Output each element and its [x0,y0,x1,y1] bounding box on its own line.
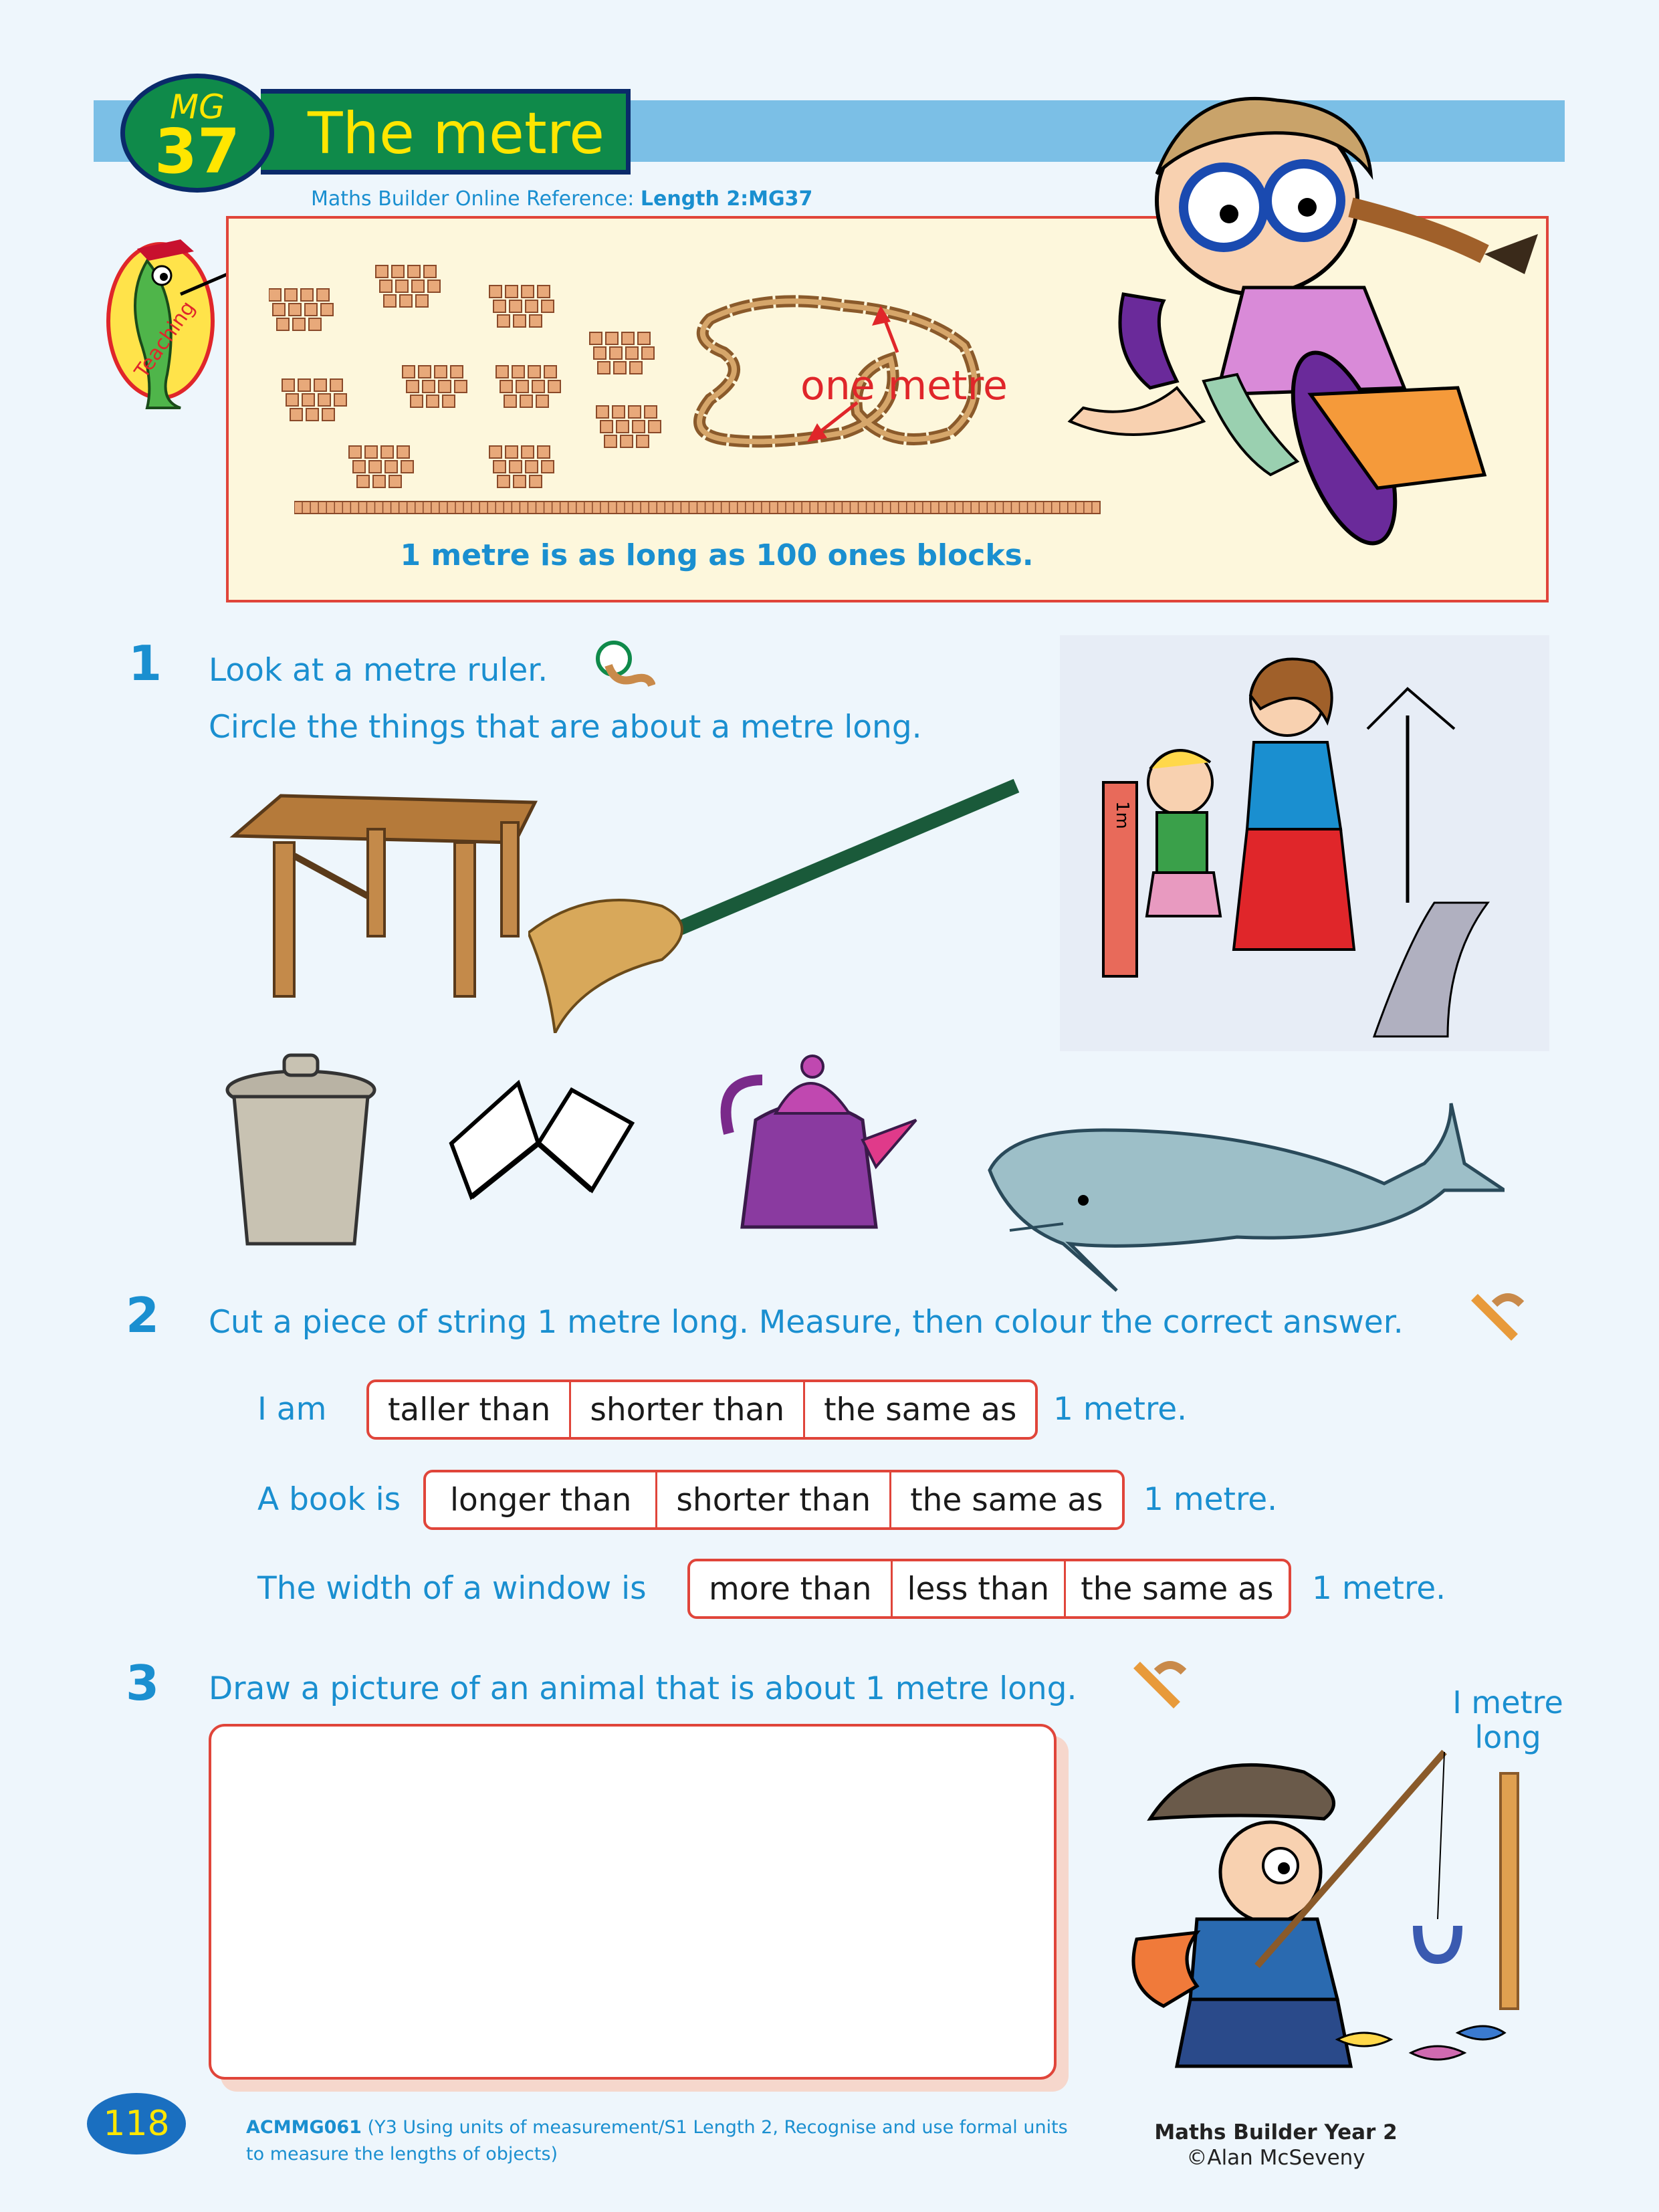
copyright: ©Alan McSeveny [1186,2146,1365,2170]
curriculum-code-id: ACMMG061 [246,2117,362,2138]
metre-rod-icon [294,498,1103,518]
badge-number: 37 [154,116,241,187]
row-3-suffix: 1 metre. [1312,1570,1446,1607]
metre-label-text: I metre long [1452,1684,1563,1755]
row-1-label: I am [257,1391,327,1428]
row-2-suffix: 1 metre. [1143,1481,1278,1518]
option-shorter-than[interactable]: shorter than [657,1472,891,1527]
option-the-same-as[interactable]: the same as [824,1391,1017,1428]
bin-icon [221,1050,381,1250]
curriculum-description-2: to measure the lengths of objects) [246,2144,558,2165]
question-1-line-1: Look at a metre ruler. [209,652,548,689]
whale-icon [983,1090,1505,1297]
teaching-caption: 1 metre is as long as 100 ones blocks. [400,538,1034,572]
title-box [261,89,631,175]
page-title: The metre [308,100,605,167]
option-taller-than[interactable]: taller than [369,1382,571,1437]
row-2-label: A book is [257,1481,401,1518]
question-3-number: 3 [126,1655,160,1711]
teaching-tag: Teaching [130,296,201,383]
one-metre-label: one metre [800,362,1008,409]
drawing-area[interactable] [209,1724,1057,2080]
badge-prefix: MG [170,88,225,126]
mother-child-measuring-illustration [1060,635,1549,1051]
row-3-label: The width of a window is [257,1570,647,1607]
pencil-worm-icon [1130,1652,1190,1712]
option-longer-than[interactable]: longer than [426,1472,657,1527]
question-2-instruction: Cut a piece of string 1 metre long. Measure, then colour the correct answer. [209,1304,1404,1341]
broom-icon [528,779,1023,1033]
row-2-options [423,1470,1125,1530]
table-icon [221,789,542,1003]
question-1-number: 1 [128,635,162,691]
lesson-badge [120,74,274,193]
pencil-worm-icon [1468,1284,1528,1344]
question-3-instruction: Draw a picture of an animal that is about 1 metre long. [209,1670,1077,1707]
row-3-options [687,1559,1291,1619]
row-1-options [366,1379,1038,1440]
option-shorter-than[interactable]: shorter than [571,1382,805,1437]
online-reference [311,187,812,211]
page-number: 118 [87,2093,186,2154]
kettle-icon [702,1040,929,1240]
footer-brand [1142,2120,1410,2171]
ruler-mark: 1m [1112,801,1132,829]
girl-with-glasses-illustration [1057,74,1578,562]
option-the-same-as[interactable]: the same as [1081,1570,1274,1608]
curriculum-description: (Y3 Using units of measurement/S1 Length 2, Recognise and use formal units [361,2117,1068,2138]
option-more-than[interactable]: more than [690,1561,893,1616]
option-less-than[interactable]: less than [893,1561,1067,1616]
brand-name: Maths Builder Year 2 [1154,2120,1398,2144]
question-2-number: 2 [126,1287,160,1343]
book-icon [438,1070,639,1204]
teaching-fish-icon [100,207,234,421]
question-1-line-2: Circle the things that are about a metre long. [209,709,922,746]
row-1-suffix: 1 metre. [1053,1391,1188,1428]
worm-hint-icon [588,639,655,692]
option-the-same-as[interactable]: the same as [910,1481,1103,1519]
reference-prefix: Maths Builder Online Reference: [311,187,641,211]
reference-value: Length 2:MG37 [640,187,813,211]
boy-fishing-illustration [1097,1719,1511,2093]
curriculum-code [246,2114,1115,2168]
